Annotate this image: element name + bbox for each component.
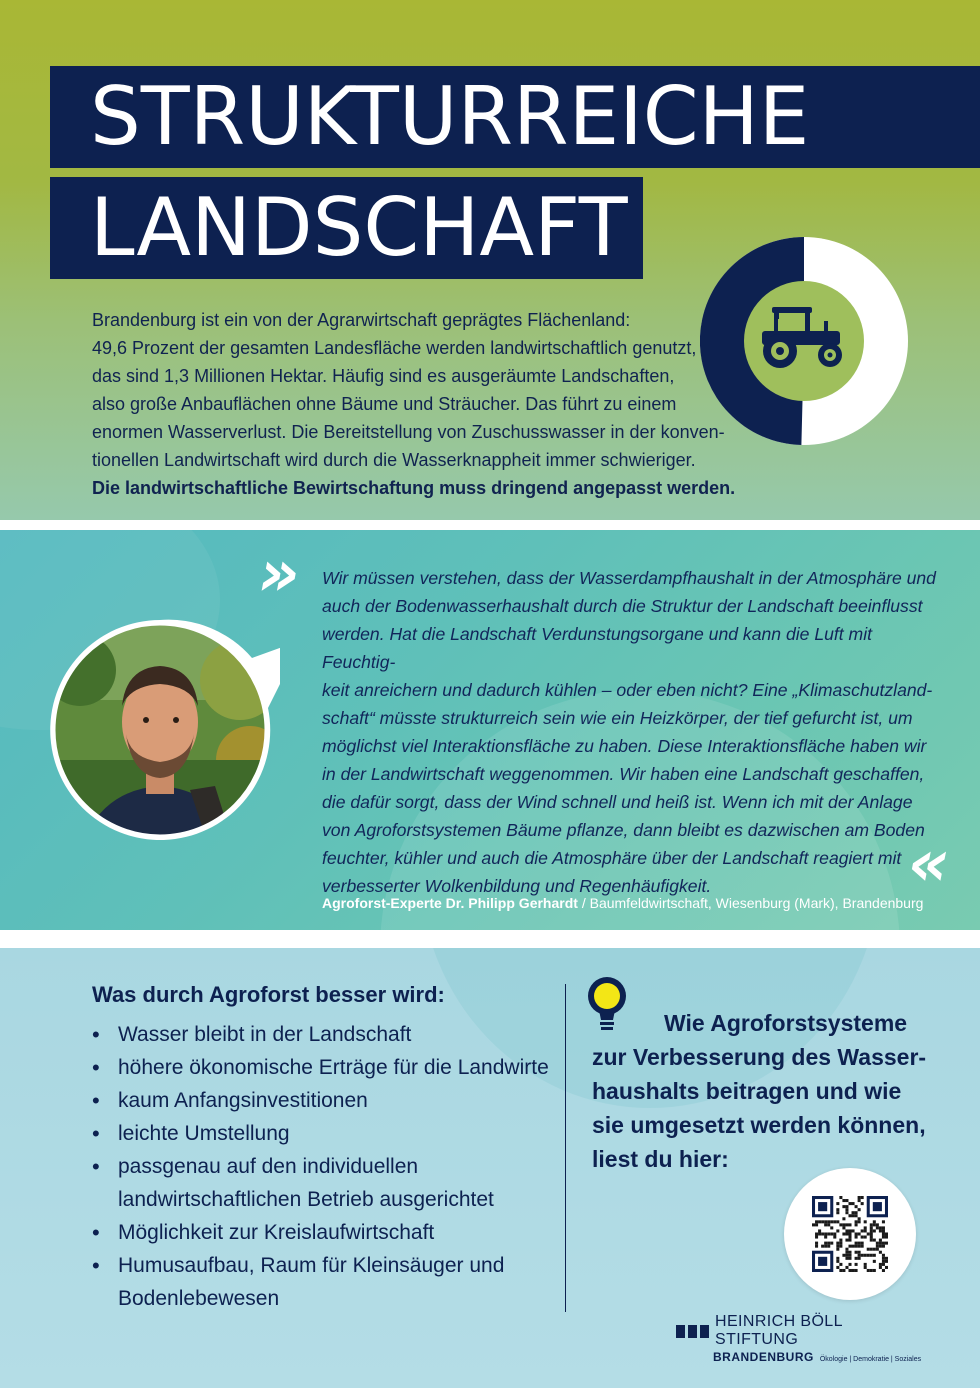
cta-line: Wie Agroforstsysteme — [664, 1010, 908, 1036]
quote-affiliation: / Baumfeldwirtschaft, Wiesenburg (Mark), Brandenburg — [577, 895, 924, 911]
list-item: • Humusaufbau, Raum für Kleinsäuger und Bodenlebewesen — [92, 1249, 552, 1315]
info-section — [0, 948, 980, 1388]
intro-emphasis: Die landwirtschaftliche Bewirtschaftung muss dringend angepasst werden. — [92, 478, 736, 498]
quote-line: in der Landwirtschaft weggenommen. Wir haben eine Landschaft geschaffen, — [322, 764, 925, 784]
quote-line: feuchter, kühler und auch die Atmosphäre über der Landschaft reagiert mit — [322, 848, 902, 868]
list-item: • passgenau auf den individuellen landwirtschaftlichen Betrieb ausgerichtet — [92, 1150, 552, 1216]
logo-mark-icon — [676, 1325, 709, 1338]
intro-line: Brandenburg ist ein von der Agrarwirtschaft geprägtes Flächenland: — [92, 310, 631, 330]
cta-line: zur Verbesserung des Wasser- — [592, 1044, 927, 1070]
section-divider — [0, 520, 980, 530]
quote-line: Wir müssen verstehen, dass der Wasserdampfhaushalt in der Atmosphäre und — [322, 568, 936, 588]
intro-line: das sind 1,3 Millionen Hektar. Häufig sind es ausgeräumte Landschaften, — [92, 366, 675, 386]
cta-text — [592, 1006, 932, 1176]
cta-line: sie umgesetzt werden können, — [592, 1112, 926, 1138]
intro-section — [0, 0, 980, 520]
list-item: • höhere ökonomische Erträge für die Landwirte — [92, 1051, 552, 1084]
cta-line: liest du hier: — [592, 1146, 729, 1172]
quote-line: die dafür sorgt, dass der Wind schnell und heiß ist. Wenn ich mit der Anlage — [322, 792, 913, 812]
quote-text — [322, 564, 942, 900]
quote-open-icon: » — [258, 537, 300, 611]
quote-close-icon: « — [908, 827, 950, 901]
logo-state: BRANDENBURG — [713, 1350, 814, 1364]
intro-line: 49,6 Prozent der gesamten Landesfläche werden landwirtschaftlich genutzt, — [92, 338, 697, 358]
quote-line: auch der Bodenwasserhaushalt durch die Struktur der Landschaft beeinflusst — [322, 596, 923, 616]
portrait-photo — [40, 610, 280, 850]
list-item: • Möglichkeit zur Kreislaufwirtschaft — [92, 1216, 552, 1249]
quote-section — [0, 530, 980, 930]
quote-line: verbesserter Wolkenbildung und Regenhäufigkeit. — [322, 876, 712, 896]
page-title-line-1: STRUKTURREICHE — [50, 66, 980, 168]
quote-line: schaft“ müsste strukturreich sein wie ein Heizkörper, der tief gefurcht ist, um — [322, 708, 913, 728]
list-item: • leichte Umstellung — [92, 1117, 552, 1150]
list-item: • kaum Anfangsinvestitionen — [92, 1084, 552, 1117]
quote-line: möglichst viel Interaktionsfläche zu haben. Diese Interaktionsfläche haben wir — [322, 736, 927, 756]
foundation-logo — [676, 1313, 926, 1364]
qr-code[interactable] — [812, 1196, 888, 1272]
logo-name: HEINRICH BÖLL STIFTUNG — [715, 1313, 843, 1348]
list-item: • Wasser bleibt in der Landschaft — [92, 1018, 552, 1051]
benefits-list — [92, 1018, 552, 1315]
benefits-heading: Was durch Agroforst besser wird: — [92, 982, 445, 1007]
intro-paragraph — [92, 306, 782, 502]
quote-line: keit anreichern und dadurch kühlen – oder eben nicht? Eine „Klimaschutzland- — [322, 680, 933, 700]
section-divider — [0, 930, 980, 948]
land-use-donut — [700, 237, 908, 445]
quote-line: werden. Hat die Landschaft Verdunstungsorgane und kann die Luft mit Feuchtig- — [322, 624, 873, 672]
intro-line: enormen Wasserverlust. Die Bereitstellung von Zuschusswasser in der konven- — [92, 422, 725, 442]
intro-line: also große Anbauflächen ohne Bäume und Sträucher. Das führt zu einem — [92, 394, 677, 414]
quote-attribution — [322, 895, 923, 911]
quote-line: von Agroforstsystemen Bäume pflanze, dann bleibt es dazwischen am Boden — [322, 820, 925, 840]
intro-line: tionellen Landwirtschaft wird durch die Wasserknappheit immer schwieriger. — [92, 450, 696, 470]
page-title-line-2: LANDSCHAFT — [50, 177, 643, 279]
column-divider — [565, 984, 566, 1312]
quote-author: Agroforst-Experte Dr. Philipp Gerhardt — [322, 895, 578, 911]
cta-line: haushalts beitragen und wie — [592, 1078, 902, 1104]
logo-tagline: Ökologie | Demokratie | Soziales — [819, 1356, 922, 1363]
qr-code-badge[interactable] — [784, 1168, 916, 1300]
